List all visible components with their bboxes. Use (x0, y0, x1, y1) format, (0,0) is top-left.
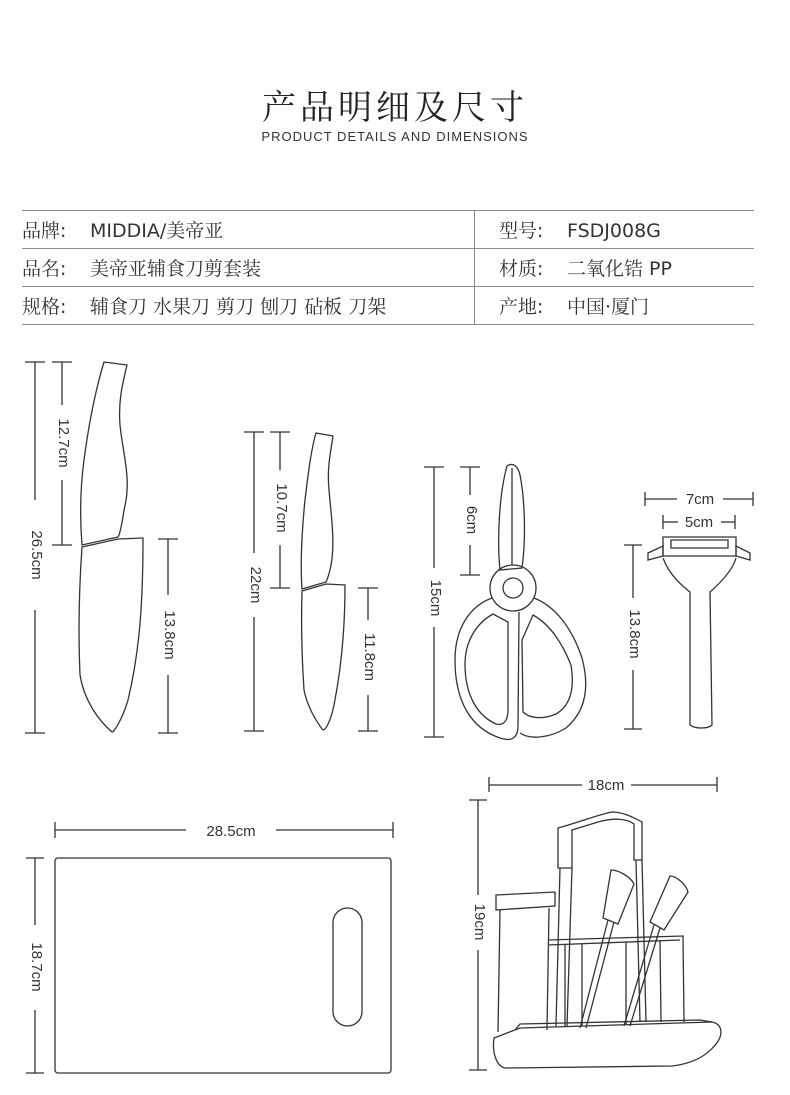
spec-label: 品名: (22, 258, 67, 280)
spec-label: 型号: (499, 220, 544, 242)
page-subtitle: PRODUCT DETAILS AND DIMENSIONS (261, 129, 529, 144)
label-knife-total: 26.5cm (28, 530, 46, 580)
label-knife-handle: 12.7cm (55, 418, 73, 468)
label-scissors-total: 15cm (427, 579, 445, 617)
spec-value: FSDJ008G (567, 220, 661, 242)
chef-knife-drawing (79, 362, 143, 732)
label-scissors-blade: 6cm (463, 505, 481, 535)
label-peeler-outer: 7cm (685, 491, 715, 508)
spec-value: 辅食刀 水果刀 剪刀 刨刀 砧板 刀架 (90, 296, 387, 318)
label-peeler-height: 13.8cm (626, 609, 644, 659)
label-stand-height: 19cm (471, 903, 489, 941)
peeler-drawing (648, 537, 750, 728)
spec-value: 二氧化锆 PP (567, 258, 672, 280)
label-board-height: 18.7cm (28, 942, 46, 992)
fruit-knife-drawing (301, 433, 345, 730)
spec-value: 中国·厦门 (567, 296, 650, 318)
label-fruit-total: 22cm (247, 566, 265, 604)
label-stand-width: 18cm (587, 777, 625, 794)
spec-value: 美帝亚辅食刀剪套装 (90, 258, 262, 280)
page-title: 产品明细及尺寸 (262, 88, 528, 128)
spec-label: 材质: (499, 258, 544, 280)
label-fruit-blade: 11.8cm (361, 632, 379, 682)
spec-label: 产地: (499, 296, 544, 318)
spec-value: MIDDIA/美帝亚 (90, 220, 224, 242)
label-peeler-inner: 5cm (684, 514, 714, 531)
label-fruit-handle: 10.7cm (273, 483, 291, 533)
label-board-width: 28.5cm (206, 823, 256, 840)
knife-stand-drawing (493, 812, 720, 1068)
spec-label: 规格: (22, 296, 67, 318)
spec-label: 品牌: (22, 220, 67, 242)
cutting-board-drawing (55, 858, 391, 1073)
label-knife-blade: 13.8cm (161, 610, 179, 660)
